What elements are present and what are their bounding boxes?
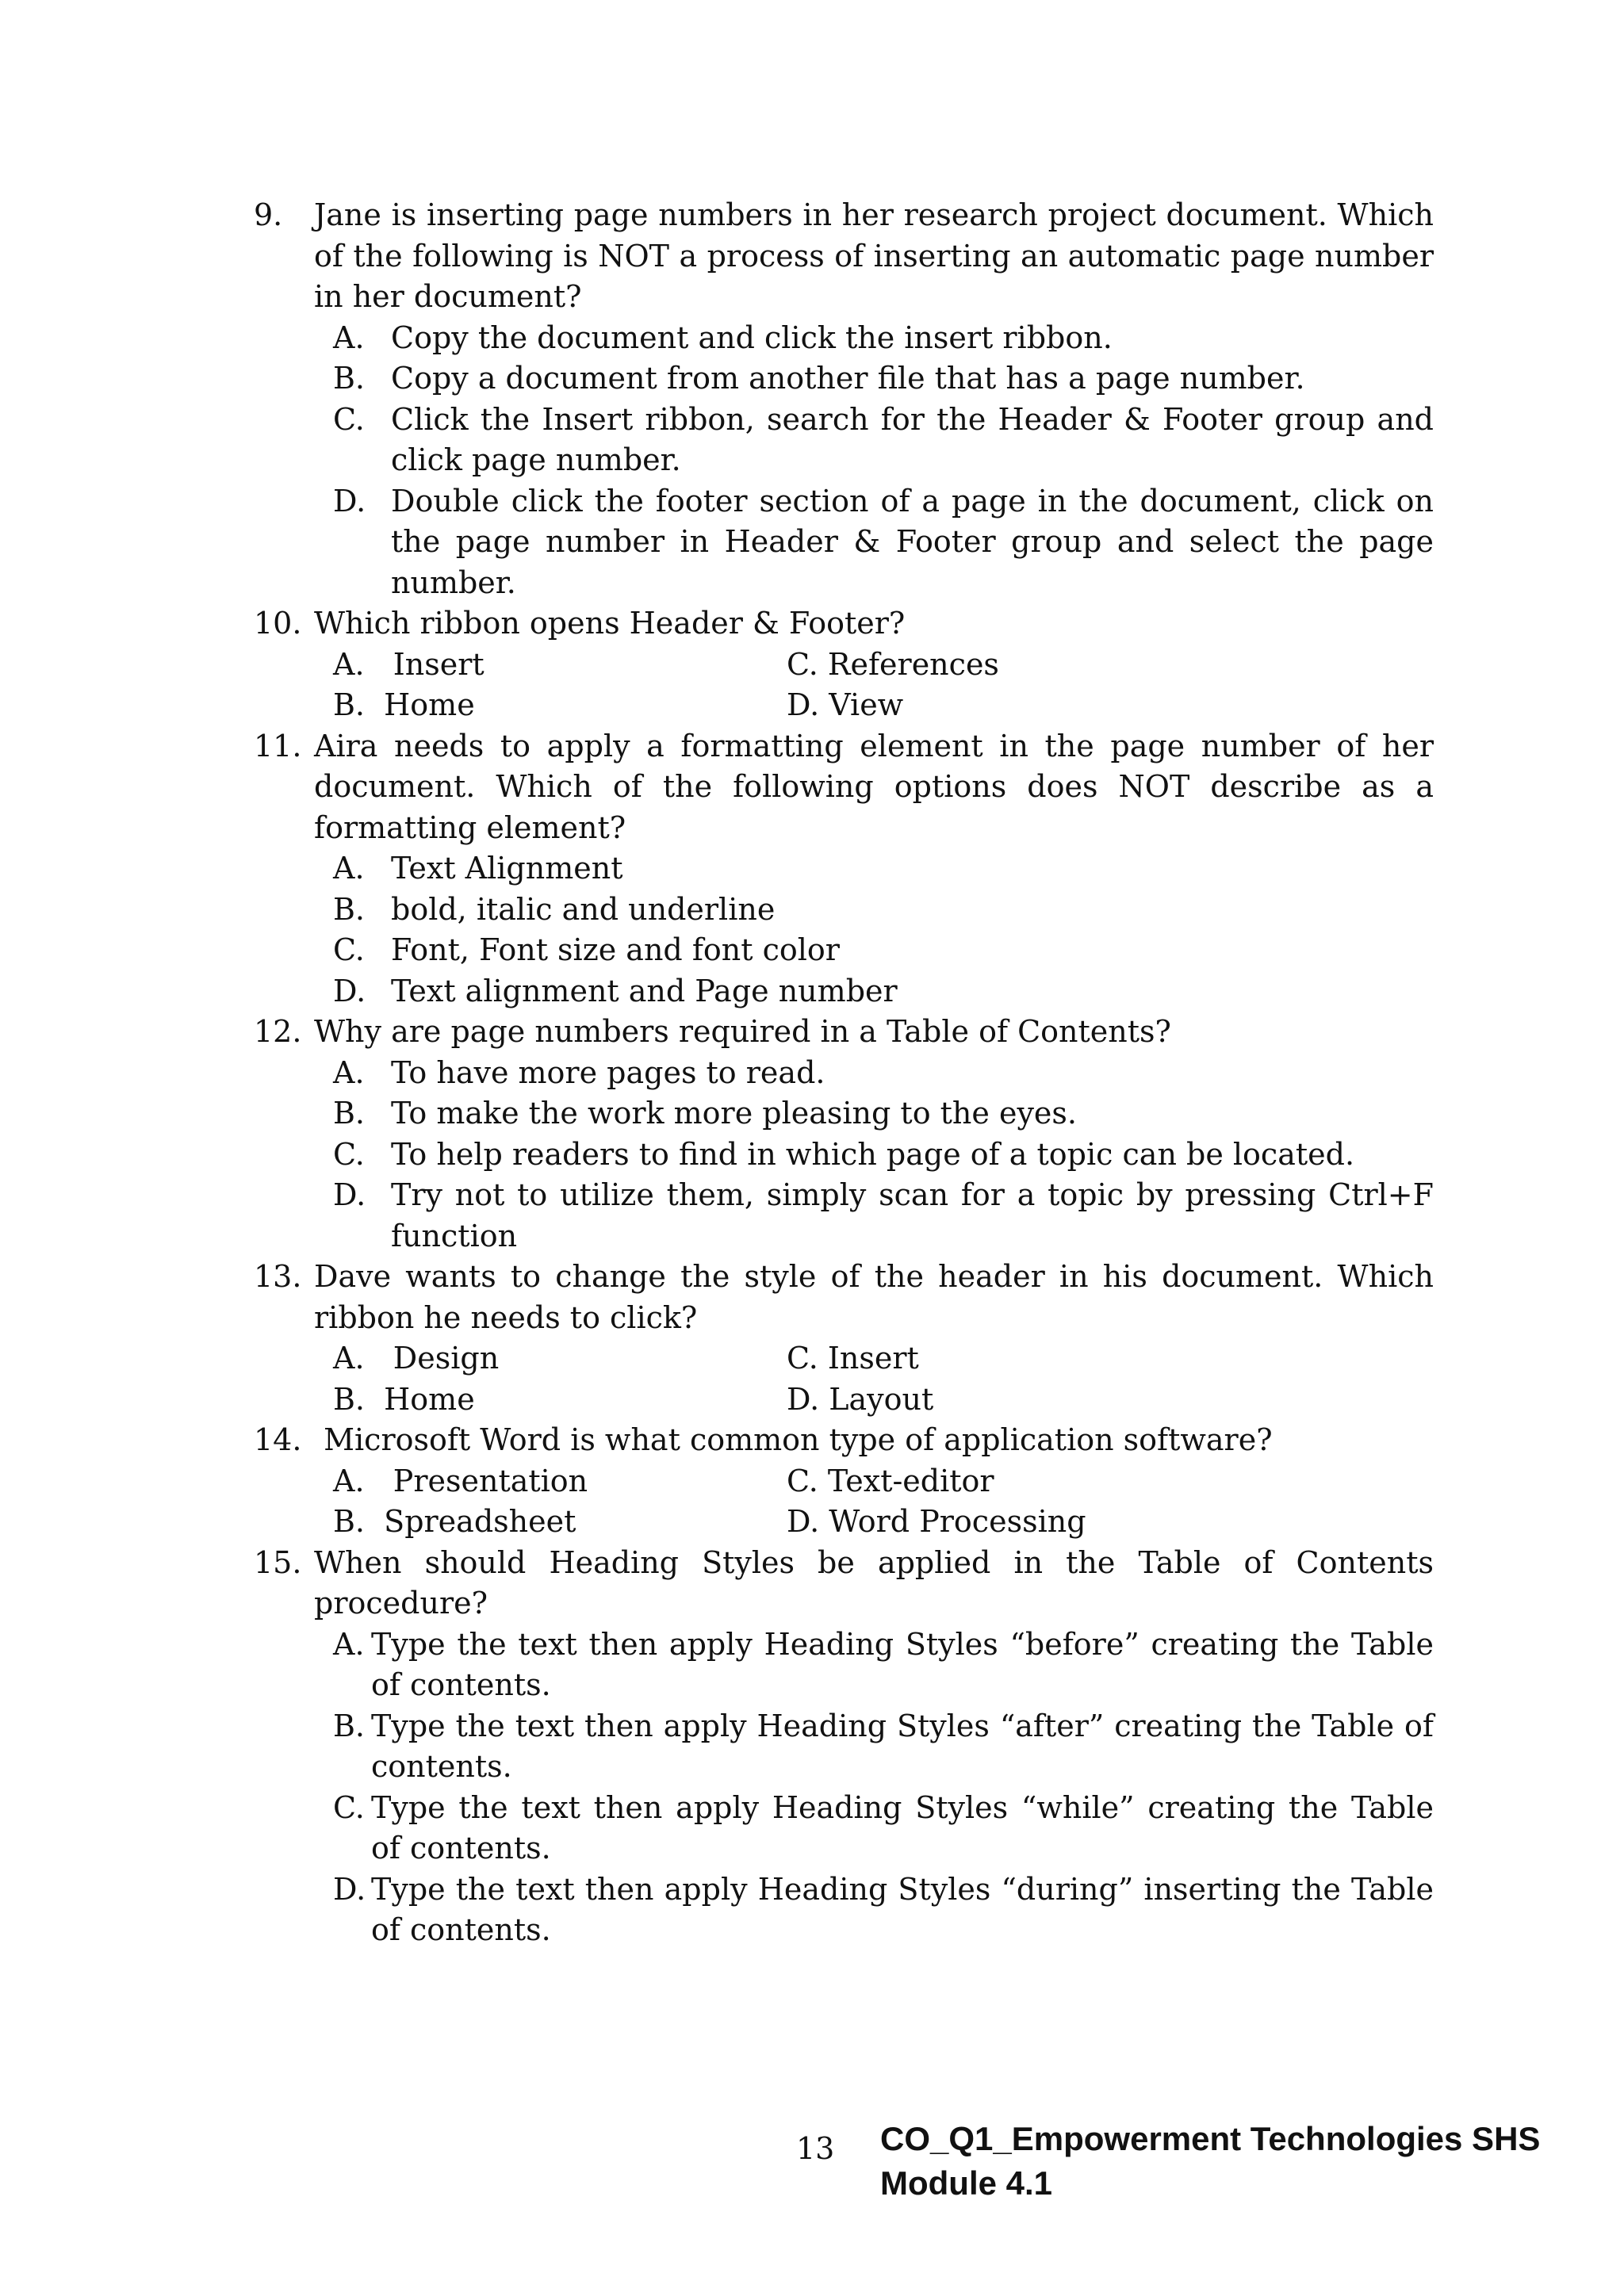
option-row bbox=[254, 1338, 1434, 1380]
option-b bbox=[254, 358, 1434, 400]
option-text: Double click the footer section of a page in the document, click on the page number in Header & Footer group and select the page number. bbox=[391, 483, 1434, 600]
option-d bbox=[254, 971, 1434, 1012]
question-number: 9. bbox=[254, 197, 283, 232]
option-letter: B. bbox=[333, 1096, 366, 1131]
option-text: Click the Insert ribbon, search for the Header & Footer group and click page number. bbox=[391, 401, 1434, 477]
option-text: Try not to utilize them, simply scan for a topic by pressing Ctrl+F function bbox=[391, 1177, 1434, 1253]
option-c bbox=[254, 1788, 1434, 1869]
option-row bbox=[254, 645, 1434, 686]
footer-title-line1: CO_Q1_Empowerment Technologies SHS bbox=[880, 2120, 1541, 2157]
question-stem: Microsoft Word is what common type of application software? bbox=[314, 1422, 1273, 1457]
question-stem: Dave wants to change the style of the header in his document. Which ribbon he needs to click? bbox=[314, 1259, 1434, 1335]
option-letter: B. bbox=[333, 891, 366, 927]
option-d bbox=[254, 1175, 1434, 1257]
option-letter: A. bbox=[333, 851, 365, 886]
option-letter: A. bbox=[333, 320, 365, 355]
option-letter: C. bbox=[333, 401, 365, 437]
option-d bbox=[254, 481, 1434, 604]
option-text: Copy the document and click the insert ribbon. bbox=[391, 320, 1113, 355]
option-a bbox=[254, 848, 1434, 890]
question-15 bbox=[254, 1543, 1434, 1624]
option-b bbox=[254, 1706, 1434, 1788]
option-a bbox=[254, 1624, 1434, 1706]
option-c bbox=[254, 400, 1434, 481]
option-text: To help readers to find in which page of a topic can be located. bbox=[391, 1136, 1355, 1172]
option-letter: D. bbox=[333, 483, 366, 519]
option-letter: C. bbox=[333, 1789, 365, 1825]
option-right: D. View bbox=[787, 687, 904, 722]
option-text: Type the text then apply Heading Styles “during” inserting the Table of contents. bbox=[371, 1871, 1434, 1947]
option-right: C. Text-editor bbox=[787, 1463, 994, 1498]
option-text: Type the text then apply Heading Styles “after” creating the Table of contents. bbox=[371, 1708, 1434, 1784]
option-right: C. Insert bbox=[787, 1341, 919, 1376]
question-9 bbox=[254, 195, 1434, 318]
option-letter: A. bbox=[333, 1626, 365, 1662]
question-number: 12. bbox=[254, 1014, 302, 1049]
option-text: Text Alignment bbox=[391, 851, 623, 886]
option-a bbox=[254, 318, 1434, 359]
question-number: 11. bbox=[254, 728, 302, 763]
option-letter: A. bbox=[333, 1054, 365, 1090]
option-text: Font, Font size and font color bbox=[391, 932, 840, 967]
option-row bbox=[254, 1380, 1434, 1421]
question-stem: Which ribbon opens Header & Footer? bbox=[314, 606, 906, 641]
option-right: D. Layout bbox=[787, 1381, 934, 1417]
question-list bbox=[254, 195, 1434, 1951]
option-text: Type the text then apply Heading Styles “before” creating the Table of contents. bbox=[371, 1626, 1434, 1702]
question-stem: Aira needs to apply a formatting element in the page number of her document. Which of the following options does NOT describe as a formatting element? bbox=[314, 728, 1434, 845]
option-letter: D. bbox=[333, 1177, 366, 1212]
option-left: A. Insert bbox=[333, 646, 485, 682]
option-left: B. Home bbox=[333, 1381, 475, 1417]
question-stem: Why are page numbers required in a Table of Contents? bbox=[314, 1014, 1171, 1049]
option-left: A. Presentation bbox=[333, 1463, 588, 1498]
question-13 bbox=[254, 1257, 1434, 1338]
option-row bbox=[254, 685, 1434, 726]
option-letter: D. bbox=[333, 973, 366, 1008]
option-letter: D. bbox=[333, 1871, 366, 1907]
question-14 bbox=[254, 1420, 1434, 1461]
option-letter: C. bbox=[333, 932, 365, 967]
option-c bbox=[254, 930, 1434, 971]
option-row bbox=[254, 1461, 1434, 1502]
question-10 bbox=[254, 603, 1434, 645]
option-letter: B. bbox=[333, 361, 366, 396]
option-b bbox=[254, 890, 1434, 931]
question-stem: When should Heading Styles be applied in the Table of Contents procedure? bbox=[314, 1544, 1434, 1621]
option-letter: B. bbox=[333, 1708, 366, 1743]
option-text: Copy a document from another file that has a page number. bbox=[391, 361, 1305, 396]
option-d bbox=[254, 1869, 1434, 1951]
option-b bbox=[254, 1093, 1434, 1135]
option-text: Text alignment and Page number bbox=[391, 973, 898, 1008]
option-text: bold, italic and underline bbox=[391, 891, 776, 927]
option-a bbox=[254, 1053, 1434, 1094]
option-row bbox=[254, 1502, 1434, 1543]
question-11 bbox=[254, 726, 1434, 849]
option-c bbox=[254, 1135, 1434, 1176]
option-left: A. Design bbox=[333, 1341, 500, 1376]
question-stem: Jane is inserting page numbers in her research project document. Which of the following is NOT a process of inserting an automatic page number in her document? bbox=[314, 197, 1434, 314]
question-12 bbox=[254, 1012, 1434, 1053]
option-left: B. Spreadsheet bbox=[333, 1504, 576, 1539]
footer-title-line2: Module 4.1 bbox=[880, 2164, 1053, 2202]
option-text: Type the text then apply Heading Styles “while” creating the Table of contents. bbox=[371, 1789, 1434, 1866]
footer-title bbox=[880, 2117, 1594, 2206]
question-number: 10. bbox=[254, 606, 302, 641]
option-letter: C. bbox=[333, 1136, 365, 1172]
option-left: B. Home bbox=[333, 687, 475, 722]
page-number: 13 bbox=[796, 2131, 835, 2166]
option-right: C. References bbox=[787, 646, 999, 682]
option-text: To have more pages to read. bbox=[391, 1054, 825, 1090]
option-right: D. Word Processing bbox=[787, 1504, 1086, 1539]
question-number: 14. bbox=[254, 1422, 302, 1457]
question-number: 15. bbox=[254, 1544, 302, 1580]
option-text: To make the work more pleasing to the eyes. bbox=[391, 1096, 1077, 1131]
question-number: 13. bbox=[254, 1259, 302, 1294]
